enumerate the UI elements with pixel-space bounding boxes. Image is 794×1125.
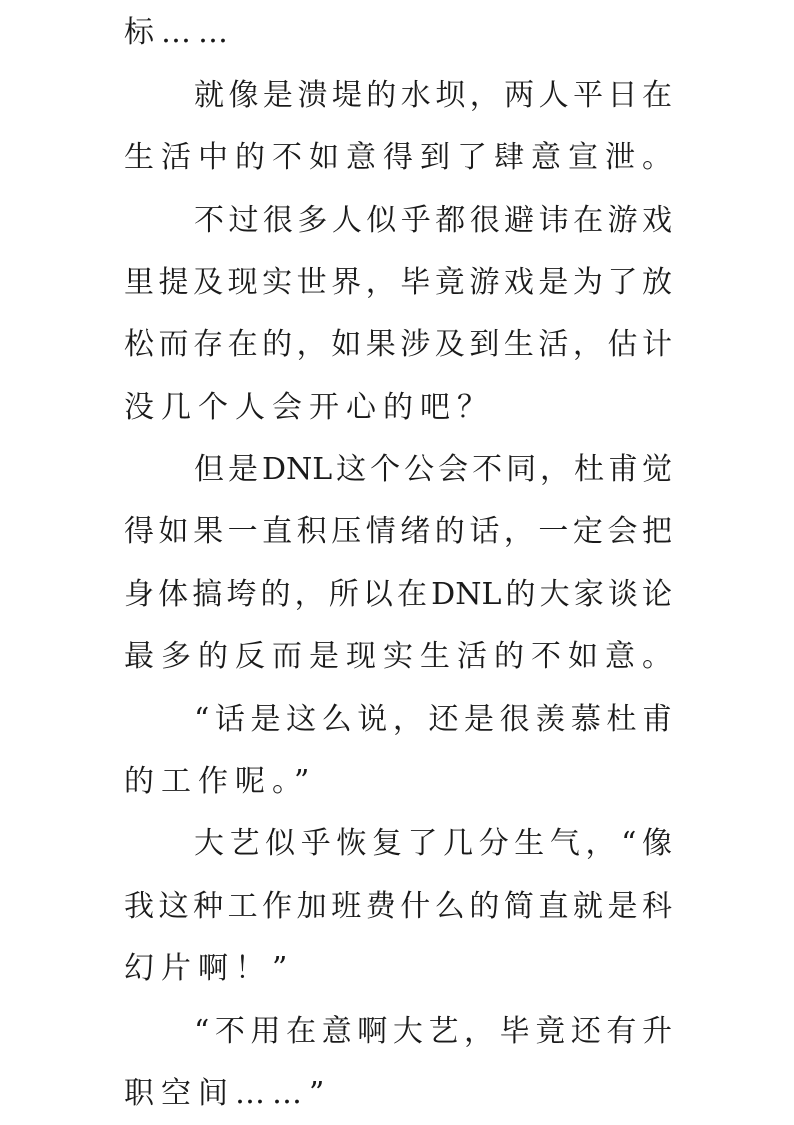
- text-line: 没几个人会开心的吧？: [124, 390, 494, 425]
- paragraph-first-line: 就像是溃堤的水坝，两人平日在: [194, 78, 672, 113]
- paragraph-first-line: 不过很多人似乎都很避讳在游戏: [194, 203, 672, 238]
- text-line: 身体搞垮的，所以在DNL的大家谈论: [124, 577, 672, 612]
- text-line: 松而存在的，如果涉及到生活，估计: [124, 327, 672, 362]
- text-line: 幻片啊！”: [124, 951, 295, 986]
- paragraph-first-line: “不用在意啊大艺，毕竟还有升: [194, 1014, 672, 1049]
- paragraph-first-line: 大艺似乎恢复了几分生气，“像: [194, 826, 672, 861]
- text-line: 我这种工作加班费什么的简直就是科: [124, 889, 672, 924]
- text-line: 得如果一直积压情绪的话，一定会把: [124, 514, 672, 549]
- text-line: 的工作呢。”: [124, 764, 317, 799]
- paragraph-first-line: “话是这么说，还是很羡慕杜甫: [194, 702, 672, 737]
- text-line: 最多的反而是现实生活的不如意。: [124, 639, 672, 674]
- text-line: 标……: [124, 15, 235, 50]
- text-line: 里提及现实世界，毕竟游戏是为了放: [124, 265, 672, 300]
- text-line: 生活中的不如意得到了肆意宣泄。: [124, 140, 672, 175]
- paragraph-first-line: 但是DNL这个公会不同，杜甫觉: [194, 452, 672, 487]
- text-line: 职空间……”: [124, 1076, 332, 1111]
